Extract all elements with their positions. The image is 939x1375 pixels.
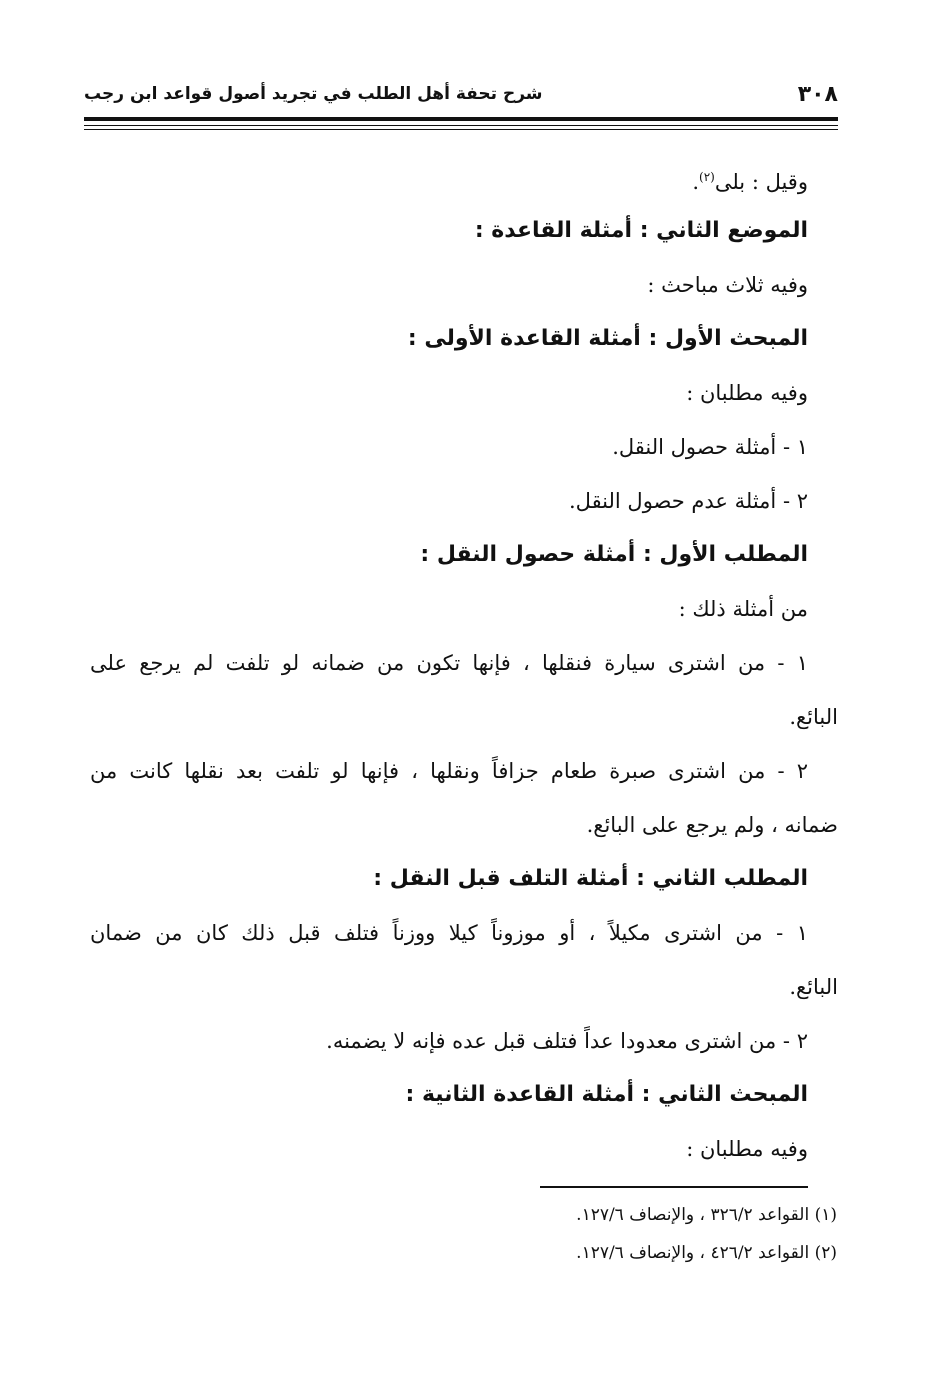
- header-rule-thin-second: [84, 129, 838, 130]
- paragraph-line: ٢ - من اشترى صبرة طعام جزافاً ونقلها ، فإنها لو تلفت بعد نقلها كانت من: [90, 759, 808, 783]
- page-header: [84, 80, 838, 110]
- text-line: وفيه مطلبان :: [686, 1137, 808, 1161]
- running-title: شرح تحفة أهل الطلب في تجريد أصول قواعد ابن رجب: [84, 84, 543, 104]
- paragraph-line: ضمانه ، ولم يرجع على البائع.: [586, 813, 838, 837]
- text-line: وفيه مطلبان :: [686, 381, 808, 405]
- page-number: ٣٠٨: [797, 82, 838, 107]
- paragraph-line: البائع.: [789, 975, 838, 999]
- footnotes: [237, 1196, 837, 1272]
- section-heading: الموضع الثاني : أمثلة القاعدة :: [474, 218, 808, 243]
- header-rule-thick: [84, 117, 838, 121]
- list-item: ٢ - أمثلة عدم حصول النقل.: [568, 489, 808, 513]
- list-item: ٢ - من اشترى معدودا عداً فتلف قبل عده فإنه لا يضمنه.: [326, 1029, 808, 1053]
- text-line: وفيه ثلاث مباحث :: [647, 273, 808, 297]
- page-body: [90, 150, 838, 1176]
- footnote-separator: [540, 1186, 808, 1188]
- line-end: .: [692, 170, 700, 194]
- section-heading: المبحث الأول : أمثلة القاعدة الأولى :: [407, 326, 808, 351]
- section-heading: المطلب الأول : أمثلة حصول النقل :: [420, 542, 808, 567]
- paragraph-line: ١ - من اشترى مكيلاً ، أو موزوناً كيلا ووزناً فتلف قبل ذلك كان من ضمان: [90, 921, 808, 945]
- section-heading: المطلب الثاني : أمثلة التلف قبل النقل :: [373, 866, 808, 891]
- paragraph-line: البائع.: [789, 705, 838, 729]
- header-rule-thin: [84, 125, 838, 126]
- text-line: [90, 150, 808, 204]
- paragraph-line: ١ - من اشترى سيارة فنقلها ، فإنها تكون من ضمانه لو تلفت لم يرجع على: [90, 651, 808, 675]
- list-item: ١ - أمثلة حصول النقل.: [612, 435, 808, 459]
- line-text: وقيل : بلى: [714, 170, 808, 194]
- footnote-ref[interactable]: (٢): [699, 170, 715, 184]
- text-line: من أمثلة ذلك :: [678, 597, 808, 621]
- footnote: (١) القواعد ٣٢٦/٢ ، والإنصاف ١٢٧/٦.: [576, 1205, 837, 1225]
- section-heading: المبحث الثاني : أمثلة القاعدة الثانية :: [405, 1082, 808, 1107]
- footnote: (٢) القواعد ٤٢٦/٢ ، والإنصاف ١٢٧/٦.: [576, 1243, 837, 1263]
